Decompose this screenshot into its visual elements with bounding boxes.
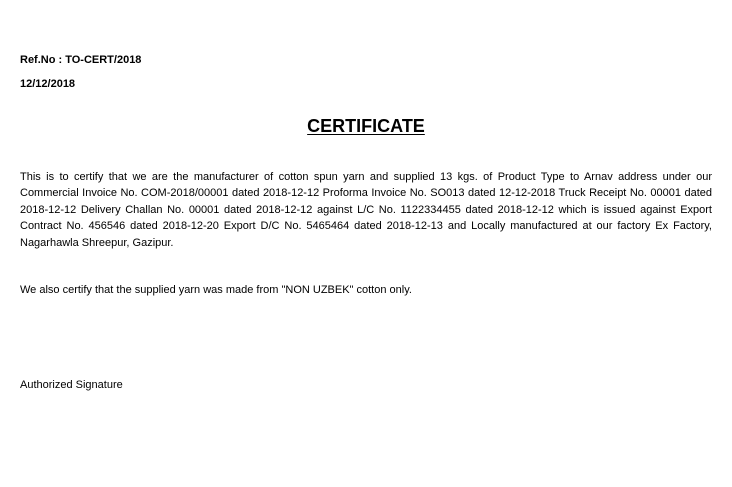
certification-body: This is to certify that we are the manufacturer of cotton spun yarn and supplied 13 kgs. of Product Type to Arnav address under our Commercial Invoice No. COM-2018/00001 dated 2018-12-12 Proforma Invoice No. SO013 dated 12-12-2018 Truck Receipt No. 00001 dated 2018-12-12 Delivery Challan No. 00001 dated 2018-12-12 against L/C No. 1122334455 dated 2018-12-12 which is issued against Export Contract No. 456546 dated 2018-12-20 Export D/C No. 5465464 dated 2018-12-13 and Locally manufactured at our factory Ex Factory, Nagarhawla Shreepur, Gazipur. xyxy=(20,171,712,249)
document-date: 12/12/2018 xyxy=(20,78,76,90)
authorized-signature-label: Authorized Signature xyxy=(20,379,123,391)
page-title xyxy=(0,115,732,137)
reference-number: Ref.No : TO-CERT/2018 xyxy=(20,54,142,66)
page-title-text: CERTIFICATE xyxy=(307,116,425,136)
also-certify-statement: We also certify that the supplied yarn was made from "NON UZBEK" cotton only. xyxy=(20,284,412,296)
